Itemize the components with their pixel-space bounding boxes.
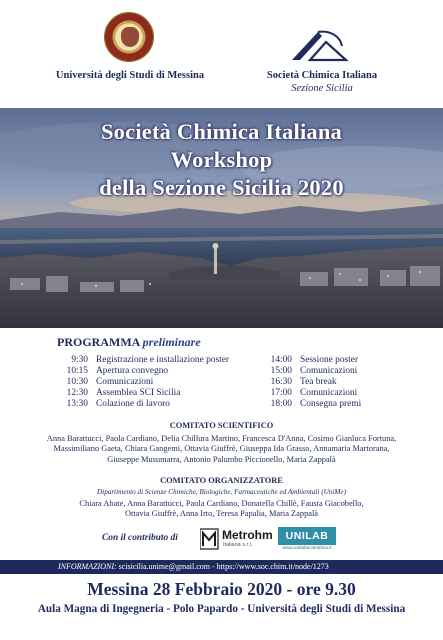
title-line-1: Società Chimica Italiana [100, 119, 343, 144]
schedule-time: 18:00 [270, 399, 292, 409]
title-line-2: Workshop [170, 147, 273, 172]
schedule-event: Apertura convegno [96, 366, 169, 376]
schedule-row [262, 388, 361, 399]
schedule-event: Comunicazioni [300, 388, 358, 398]
schedule-right-column [262, 355, 361, 410]
event-date-time: Messina 28 Febbraio 2020 - ore 9.30 [87, 579, 356, 599]
unime-seal-logo [104, 12, 154, 62]
info-bar [0, 560, 443, 574]
schedule-row [58, 377, 229, 388]
title-line-3: della Sezione Sicilia 2020 [99, 175, 344, 200]
schedule-event: Registrazione e installazione poster [96, 355, 230, 365]
schedule-row [262, 366, 361, 377]
sci-name: Società Chimica Italiana [266, 70, 378, 81]
metrohm-name: Metrohm [222, 528, 273, 542]
comitato-organizzatore-members [20, 499, 423, 520]
schedule-time: 10:15 [66, 366, 88, 376]
sci-section: Sezione Sicilia [291, 83, 353, 94]
info-contacts[interactable]: scisicilia.unime@gmail.com - https://www.soc.chim.it/node/1273 [116, 562, 329, 571]
comitato-scientifico-members [20, 434, 423, 465]
schedule-row [58, 355, 229, 366]
unime-name: Università degli Studi di Messina [55, 70, 205, 81]
comitato-organizzatore-title: COMITATO ORGANIZZATORE [160, 476, 283, 485]
schedule-row [58, 399, 229, 410]
sponsor-label: Con il contributo di [102, 533, 178, 543]
schedule-time: 10:30 [66, 377, 88, 387]
comitato-scientifico-title: COMITATO SCIENTIFICO [169, 421, 274, 430]
schedule-event: Consegna premi [300, 399, 362, 409]
member-line: Ottavia Giuffrè, Anna Irto, Teresa Papalia, Maria Zappalà [124, 509, 319, 519]
schedule-time: 17:00 [270, 388, 292, 398]
member-line: Chiara Abate, Anna Barattucci, Paola Cardiano, Donatella Chillè, Fausta Giacobello, [79, 499, 364, 508]
schedule-time: 16:30 [270, 377, 292, 387]
member-line: Massimiliano Gaeta, Chiara Gangemi, Ottavia Giuffrè, Giuseppa Ida Grasso, Annamaria Martorana, [53, 444, 390, 454]
programma-label-italic: preliminare [142, 335, 201, 349]
programma-heading [57, 335, 201, 350]
schedule-event: Sessione poster [300, 355, 359, 365]
event-venue: Aula Magna di Ingegneria - Polo Papardo - Università degli Studi di Messina [37, 603, 406, 615]
schedule-event: Comunicazioni [300, 366, 358, 376]
schedule-time: 9:30 [71, 355, 88, 365]
header [0, 0, 443, 108]
schedule-event: Comunicazioni [96, 377, 154, 387]
department-name: Dipartimento di Scienze Chimiche, Biologiche, Farmaceutiche ed Ambientali (UniMe) [97, 488, 346, 496]
schedule-event: Tea break [300, 377, 337, 387]
info-label: INFORMAZIONI: [58, 562, 117, 571]
schedule-left-column [58, 355, 229, 410]
schedule-row [262, 399, 361, 410]
schedule-time: 15:00 [270, 366, 292, 376]
schedule-event: Assemblea SCI Sicilia [96, 388, 181, 398]
member-line: Giuseppe Musumarra, Antonio Palumbo Piccionello, Maria Zappalà [107, 454, 336, 464]
schedule-time: 12:30 [66, 388, 88, 398]
schedule-row [58, 366, 229, 377]
schedule-time: 14:00 [270, 355, 292, 365]
schedule-row [262, 377, 361, 388]
schedule-time: 13:30 [66, 399, 88, 409]
unilab-logo: UNILAB [278, 527, 336, 545]
member-line: Anna Barattucci, Paola Cardiano, Delia Chillura Martino, Francesca D'Anna, Cosimo Gianluca Fortuna, [46, 434, 397, 443]
schedule-event: Colazione di lavoro [96, 399, 170, 409]
schedule-row [262, 355, 361, 366]
programma-label: PROGRAMMA [57, 335, 140, 349]
sci-logo [288, 28, 350, 62]
unilab-url: www.unilabscientifica.it [282, 546, 332, 551]
schedule-row [58, 388, 229, 399]
metrohm-subtitle: Italiana s.r.l. [223, 542, 253, 548]
